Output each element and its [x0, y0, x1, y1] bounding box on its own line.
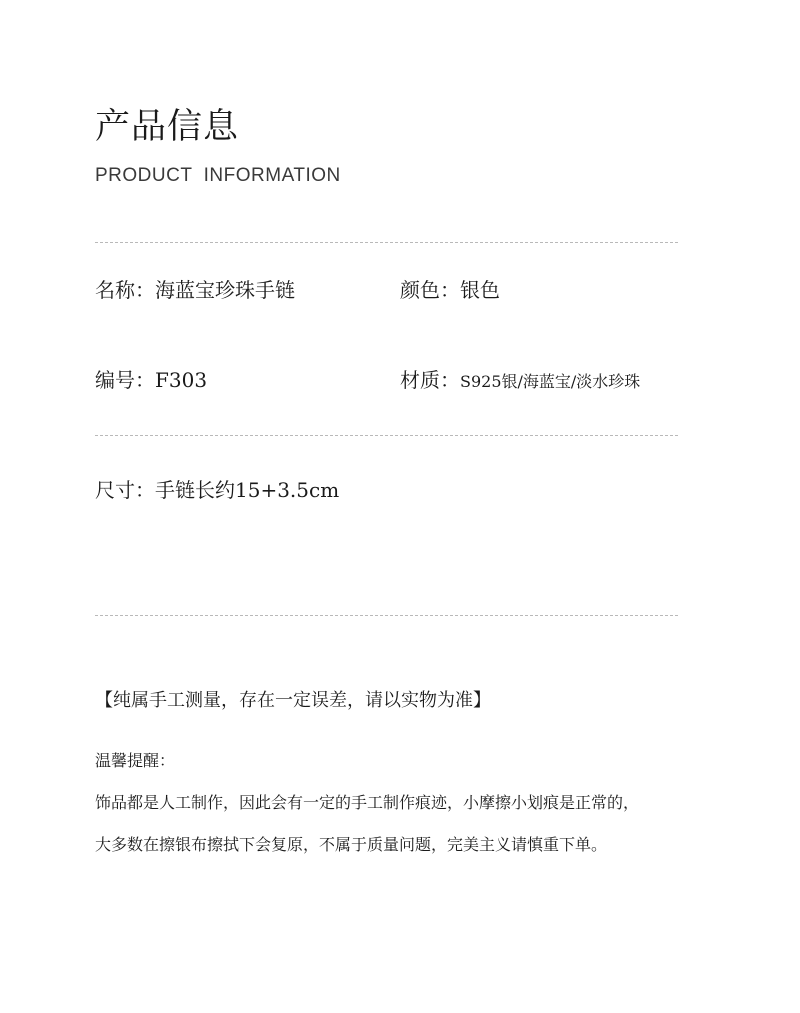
divider: [95, 242, 678, 243]
spec-name-value: 海蓝宝珍珠手链: [155, 278, 295, 302]
spec-size-label: 尺寸：: [95, 478, 155, 502]
spec-material-label: 材质：: [400, 368, 460, 392]
spec-code: [95, 368, 207, 392]
tips-line: 饰品都是人工制作，因此会有一定的手工制作痕迹，小摩擦小划痕是正常的，: [95, 793, 640, 812]
tips-line: 大多数在擦银布擦拭下会复原，不属于质量问题，完美主义请慎重下单。: [95, 835, 608, 854]
spec-name-label: 名称：: [95, 278, 155, 302]
spec-code-label: 编号：: [95, 368, 155, 392]
spec-size-value: 手链长约15+3.5cm: [155, 478, 340, 502]
spec-name: [95, 278, 295, 302]
divider: [95, 615, 678, 616]
spec-material: [400, 368, 640, 392]
divider: [95, 435, 678, 436]
spec-color: [400, 278, 500, 302]
spec-color-label: 颜色：: [400, 278, 460, 302]
page-subtitle: PRODUCT INFORMATION: [95, 165, 341, 186]
spec-color-value: 银色: [460, 278, 500, 302]
spec-material-value: S925银/海蓝宝/淡水珍珠: [460, 372, 641, 391]
page-title: 产品信息: [95, 107, 240, 147]
spec-code-value: F303: [155, 368, 208, 392]
tips-title: 温馨提醒：: [95, 751, 176, 770]
measurement-notice: 【纯属手工测量，存在一定误差，请以实物为准】: [95, 690, 491, 711]
spec-size: [95, 478, 339, 502]
